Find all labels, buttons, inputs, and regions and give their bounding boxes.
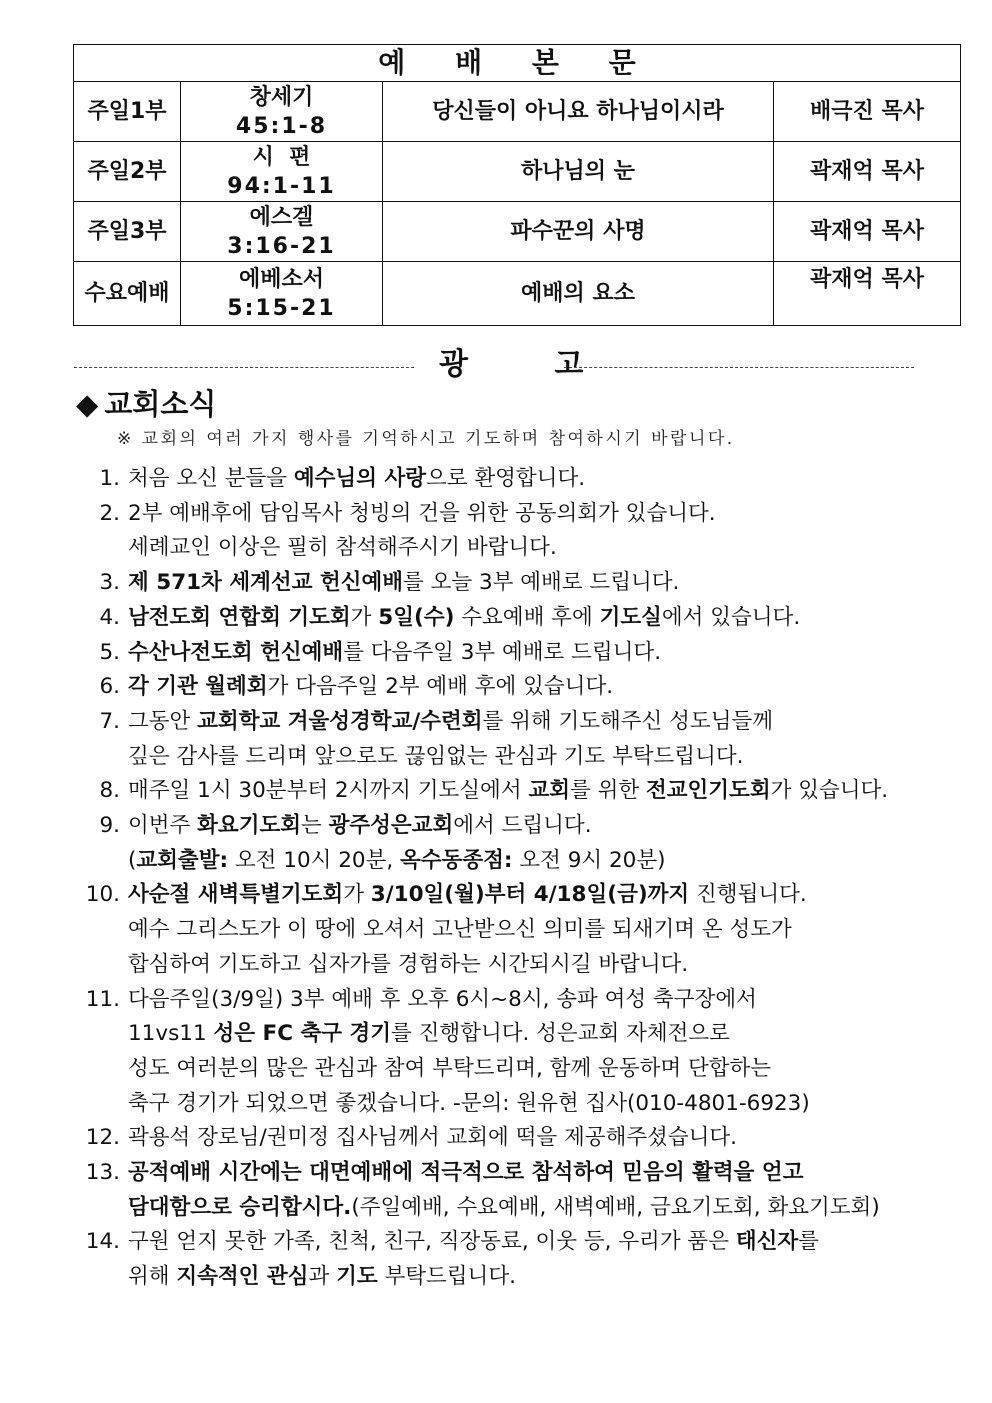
news-item — [70, 636, 950, 671]
news-emphasis: 광주성은교회 — [328, 813, 454, 839]
news-text — [128, 1156, 950, 1225]
news-segment: 매주일 1시 30분부터 2시까지 기도실에서 — [128, 778, 529, 804]
news-segment: 다음주일(3/9일) 3부 예배 후 오후 6시~8시, 송파 여성 축구장에서 — [128, 986, 757, 1012]
scripture-book: 에베소서 — [238, 266, 324, 292]
news-number: 7. — [99, 708, 120, 734]
news-line — [128, 740, 950, 775]
news-text — [128, 774, 950, 809]
news-segment: 세례교인 이상은 필히 참석해주시기 바랍니다. — [128, 535, 557, 561]
sermon-table-title: 예 배 본 문 — [74, 45, 961, 82]
news-item — [70, 1225, 950, 1294]
scripture-ref: 94:1-11 — [227, 173, 336, 199]
scripture-book: 창세기 — [249, 84, 314, 110]
news-segment: 오전 9시 20분) — [512, 847, 666, 873]
news-line — [128, 1260, 950, 1295]
news-line — [128, 1017, 950, 1052]
news-emphasis: 남전도회 연합회 기도회 — [128, 604, 351, 630]
news-emphasis: 수산나전도회 헌신예배 — [128, 639, 344, 665]
diamond-icon: ◆ — [76, 387, 99, 421]
scripture-ref: 3:16-21 — [227, 233, 336, 259]
news-number: 9. — [99, 813, 120, 839]
news-segment: 합심하여 기도하고 십자가를 경험하는 시간되시길 바랍니다. — [128, 951, 689, 977]
scripture-book: 에스겔 — [249, 204, 314, 230]
news-emphasis: 담대함으로 승리합시다. — [128, 1194, 352, 1220]
news-emphasis: 태신자 — [735, 1229, 799, 1255]
news-number: 12. — [85, 1125, 120, 1151]
news-line — [128, 497, 950, 532]
news-line — [128, 913, 950, 948]
news-item — [70, 462, 950, 497]
news-item — [70, 497, 950, 566]
service-name: 주일2부 — [74, 142, 181, 202]
news-segment: 에서 드립니다. — [453, 813, 592, 839]
news-text — [128, 705, 950, 774]
service-name: 주일1부 — [74, 82, 181, 142]
news-number: 4. — [99, 604, 120, 630]
news-emphasis: 각 기관 월례회 — [128, 674, 268, 700]
news-number: 6. — [99, 674, 120, 700]
news-emphasis: 공적예배 시간에는 대면예배에 적극적으로 참석하여 믿음의 활력을 얻고 — [128, 1160, 804, 1186]
news-segment: 수요예배 후에 — [454, 604, 600, 630]
scripture-cell — [181, 202, 383, 262]
news-line — [128, 809, 950, 844]
news-segment: 과 — [308, 1264, 337, 1290]
divider-line-left — [74, 367, 414, 368]
news-line — [128, 1087, 950, 1122]
news-emphasis: 화요기도회 — [197, 813, 302, 839]
sermon-row — [74, 82, 961, 142]
news-number: 5. — [99, 639, 120, 665]
news-line — [128, 1052, 950, 1087]
news-item — [70, 601, 950, 636]
news-segment: 2부 예배후에 담임목사 청빙의 건을 위한 공동의회가 있습니다. — [128, 500, 716, 526]
news-line — [128, 983, 950, 1018]
news-emphasis: 교회학교 겨울성경학교/수련회 — [197, 708, 483, 734]
news-segment: 가 — [350, 604, 379, 630]
news-text — [128, 497, 950, 566]
news-line — [128, 1191, 950, 1226]
news-number: 14. — [85, 1229, 120, 1255]
news-number: 11. — [85, 986, 120, 1012]
sermon-title: 하나님의 눈 — [383, 142, 774, 202]
ad-divider — [74, 343, 914, 383]
news-line — [128, 774, 950, 809]
section-heading — [76, 382, 216, 423]
news-item — [70, 1121, 950, 1156]
news-segment: 처음 오신 분들을 — [128, 466, 294, 491]
news-line — [128, 1121, 950, 1156]
news-emphasis: 교회출발: — [136, 847, 229, 873]
preacher: 곽재억 목사 — [774, 262, 961, 326]
news-segment: 를 오늘 3부 예배로 드립니다. — [403, 570, 680, 596]
news-number: 8. — [99, 778, 120, 804]
news-segment: 를 진행합니다. 성은교회 자체전으로 — [391, 1021, 730, 1047]
news-emphasis: 성은 FC 축구 경기 — [213, 1021, 392, 1047]
news-emphasis: 전교인기도회 — [645, 778, 771, 804]
news-emphasis: 지속적인 관심 — [176, 1264, 309, 1290]
news-segment: 는 — [301, 813, 329, 839]
news-line — [128, 1225, 950, 1260]
news-segment: 에서 있습니다. — [661, 604, 801, 630]
news-segment: 가 다음주일 2부 예배 후에 있습니다. — [267, 674, 614, 700]
sermon-row — [74, 262, 961, 326]
news-item — [70, 670, 950, 705]
news-segment: 으로 환영합니다. — [426, 466, 586, 491]
news-segment: 를 위해 기도해주신 성도님들께 — [482, 708, 774, 734]
news-item — [70, 878, 950, 982]
news-text — [128, 878, 950, 982]
sermon-row — [74, 202, 961, 262]
service-name: 수요예배 — [74, 262, 181, 326]
news-text — [128, 462, 950, 497]
news-item — [70, 1156, 950, 1225]
sermon-title: 당신들이 아니요 하나님이시라 — [383, 82, 774, 142]
news-line — [128, 1156, 950, 1191]
preacher: 곽재억 목사 — [774, 202, 961, 262]
preacher: 곽재억 목사 — [774, 142, 961, 202]
news-item — [70, 983, 950, 1122]
news-segment: 축구 경기가 되었으면 좋겠습니다. -문의: 원유현 집사(010-4801-6923) — [128, 1090, 810, 1116]
news-emphasis: 5일(수) — [378, 604, 455, 630]
news-text — [128, 809, 950, 878]
section-note: ※ 교회의 여러 가지 행사를 기억하시고 기도하며 참여하시기 바랍니다. — [117, 429, 735, 449]
news-segment: 곽용석 장로님/권미정 집사님께서 교회에 떡을 제공해주셨습니다. — [128, 1125, 738, 1151]
news-line — [128, 566, 950, 601]
news-number: 3. — [99, 570, 120, 596]
sermon-title: 예배의 요소 — [383, 262, 774, 326]
news-text — [128, 670, 950, 705]
news-segment: (주일예배, 수요예배, 새벽예배, 금요기도회, 화요기도회) — [351, 1194, 880, 1220]
news-segment: 진행됩니다. — [689, 882, 807, 908]
sermon-title: 파수꾼의 사명 — [383, 202, 774, 262]
scripture-ref: 5:15-21 — [227, 295, 336, 321]
news-segment: 위해 — [128, 1264, 177, 1290]
news-emphasis: 기도 — [336, 1264, 378, 1290]
news-number: 13. — [85, 1160, 120, 1186]
news-line — [128, 462, 950, 497]
section-title: 교회소식 — [104, 387, 217, 421]
news-text — [128, 1225, 950, 1294]
news-emphasis: 사순절 새벽특별기도회 — [128, 882, 344, 908]
news-item — [70, 809, 950, 878]
ad-title: 광 고 — [439, 347, 622, 382]
news-line — [128, 878, 950, 913]
news-segment: 구원 얻지 못한 가족, 친척, 친구, 직장동료, 이웃 등, 우리가 품은 — [128, 1229, 736, 1255]
news-segment: 그동안 — [128, 708, 198, 734]
news-item — [70, 774, 950, 809]
news-line — [128, 705, 950, 740]
news-text — [128, 601, 950, 636]
news-text — [128, 636, 950, 671]
news-number: 1. — [99, 466, 120, 491]
news-number: 10. — [85, 882, 120, 908]
news-line — [128, 636, 950, 671]
news-list — [70, 462, 950, 1295]
news-segment: 를 — [798, 1229, 819, 1255]
news-emphasis: 교회 — [528, 778, 570, 804]
news-segment: 를 다음주일 3부 예배로 드립니다. — [343, 639, 662, 665]
scripture-ref: 45:1-8 — [235, 113, 328, 139]
news-line — [128, 948, 950, 983]
scripture-cell — [181, 82, 383, 142]
news-segment: 성도 여러분의 많은 관심과 참여 부탁드리며, 함께 운동하며 단합하는 — [128, 1055, 772, 1081]
news-emphasis: 3/10일(월)부터 4/18일(금)까지 — [370, 882, 690, 908]
news-segment: 부탁드립니다. — [377, 1264, 516, 1290]
news-segment: 오전 10시 20분, — [228, 847, 401, 873]
news-segment: 이번주 — [128, 813, 198, 839]
news-segment: 깊은 감사를 드리며 앞으로도 끊임없는 관심과 기도 부탁드립니다. — [128, 743, 744, 769]
news-segment: 가 있습니다. — [770, 778, 889, 804]
news-emphasis: 제 571차 세계선교 헌신예배 — [128, 570, 404, 596]
news-text — [128, 1121, 950, 1156]
news-emphasis: 예수님의 사랑 — [293, 466, 426, 491]
news-segment: 예수 그리스도가 이 땅에 오셔서 고난받으신 의미를 되새기며 온 성도가 — [128, 917, 792, 943]
preacher: 배극진 목사 — [774, 82, 961, 142]
news-text — [128, 566, 950, 601]
sermon-row — [74, 142, 961, 202]
news-line — [128, 531, 950, 566]
news-number: 2. — [99, 500, 120, 526]
sermon-table — [73, 44, 961, 326]
news-item — [70, 705, 950, 774]
scripture-book: 시 편 — [252, 144, 311, 170]
divider-line-right — [564, 367, 914, 368]
news-line — [128, 670, 950, 705]
service-name: 주일3부 — [74, 202, 181, 262]
news-emphasis: 옥수동종점: — [400, 847, 513, 873]
news-emphasis: 기도실 — [599, 604, 662, 630]
news-segment: 를 위한 — [569, 778, 646, 804]
scripture-cell — [181, 142, 383, 202]
news-line — [128, 844, 950, 879]
news-segment: 가 — [343, 882, 371, 908]
news-text — [128, 983, 950, 1122]
scripture-cell — [181, 262, 383, 326]
news-segment: 11vs11 — [128, 1021, 214, 1047]
news-line — [128, 601, 950, 636]
news-segment: ( — [128, 847, 137, 873]
news-item — [70, 566, 950, 601]
